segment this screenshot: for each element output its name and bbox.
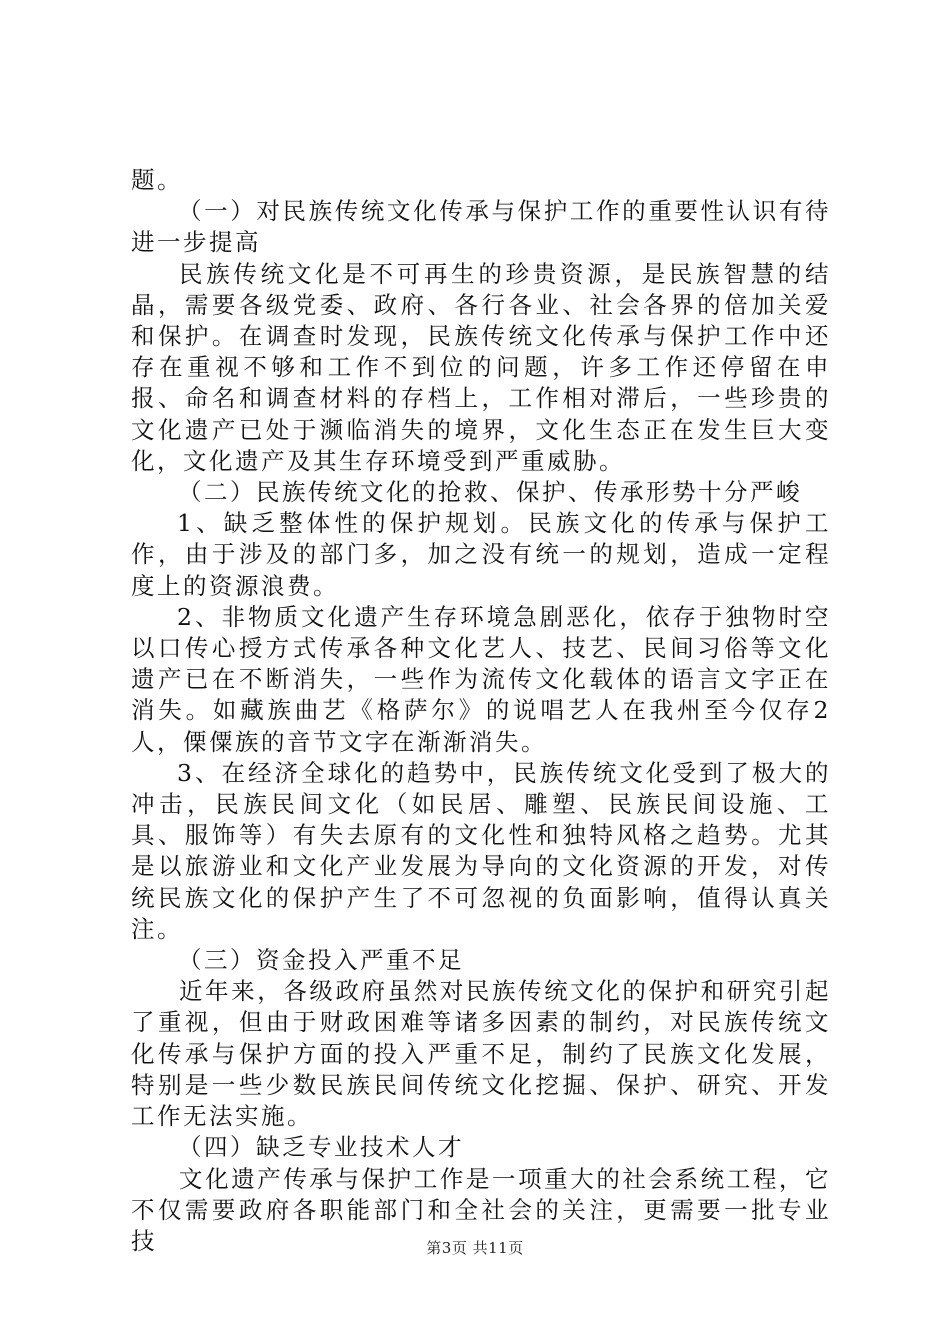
list-item-1: 1、缺乏整体性的保护规划。民族文化的传承与保护工作，由于涉及的部门多，加之没有统一的规划，造成一定程度上的资源浪费。 [131, 509, 831, 600]
paragraph-continuation: 题。 [131, 166, 183, 194]
section-heading-4: （四）缺乏专业技术人才 [178, 1133, 464, 1162]
section-heading-3: （三）资金投入严重不足 [178, 946, 464, 975]
body-paragraph: 文化遗产传承与保护工作是一项重大的社会系统工程，它不仅需要政府各职能部门和全社会的关注，更需要一批专业技 [131, 1164, 831, 1255]
section-heading-1: （一）对民族传统文化传承与保护工作的重要性认识有待进一步提高 [131, 197, 831, 257]
page-number: 第3页 共11页 [426, 1239, 524, 1257]
section-heading-2: （二）民族传统文化的抢救、保护、传承形势十分严峻 [178, 478, 802, 507]
page-footer [0, 1237, 950, 1258]
body-paragraph: 近年来，各级政府虽然对民族传统文化的保护和研究引起了重视，但由于财政困难等诸多因素的制约，对民族传统文化传承与保护方面的投入严重不足，制约了民族文化发展，特别是一些少数民族民间传统文化挖掘、保护、研究、开发工作无法实施。 [131, 977, 831, 1131]
list-item-2: 2、非物质文化遗产生存环境急剧恶化，依存于独物时空以口传心授方式传承各种文化艺人、技艺、民间习俗等文化遗产已在不断消失，一些作为流传文化载体的语言文字正在消失。如藏族曲艺《格萨尔》的说唱艺人在我州至今仅存2人，傈僳族的音节文字在渐渐消失。 [131, 602, 831, 756]
document-body [131, 165, 831, 1257]
list-item-3: 3、在经济全球化的趋势中，民族传统文化受到了极大的冲击，民族民间文化（如民居、雕塑、民族民间设施、工具、服饰等）有失去原有的文化性和独特风格之趋势。尤其是以旅游业和文化产业发展为导向的文化资源的开发，对传统民族文化的保护产生了不可忽视的负面影响，值得认真关注。 [131, 758, 831, 943]
body-paragraph: 民族传统文化是不可再生的珍贵资源，是民族智慧的结晶，需要各级党委、政府、各行各业、社会各界的倍加关爱和保护。在调查时发现，民族传统文化传承与保护工作中还存在重视不够和工作不到位的问题，许多工作还停留在申报、命名和调查材料的存档上，工作相对滞后，一些珍贵的文化遗产已处于濒临消失的境界，文化生态正在发生巨大变化，文化遗产及其生存环境受到严重威胁。 [131, 259, 831, 475]
